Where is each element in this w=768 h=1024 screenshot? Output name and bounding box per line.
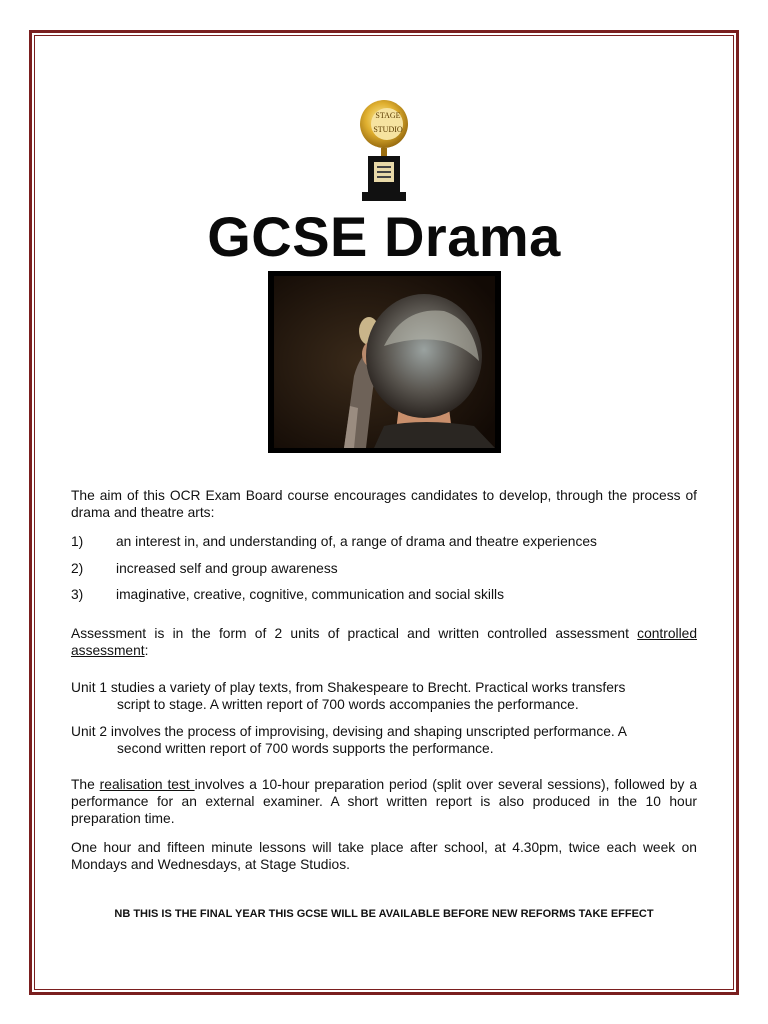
aim-number: 2)	[71, 561, 84, 576]
svg-text:STAGE: STAGE	[375, 111, 401, 120]
stage-studio-trophy-icon	[352, 94, 416, 204]
unit-2-line-2: second written report of 700 words supports the performance.	[117, 741, 494, 756]
aim-number: 3)	[71, 587, 84, 602]
assessment-text: Assessment is in the form of 2 units of practical and written controlled assessment	[71, 626, 638, 641]
page-title: GCSE Drama	[207, 205, 561, 268]
unit-1-line-2: script to stage. A written report of 700 words accompanies the performance.	[117, 697, 579, 712]
lessons-paragraph: One hour and fifteen minute lessons will take place after school, at 4.30pm, twice each week on Mondays and Wednesdays, at Stage Studios.	[71, 840, 697, 872]
student-with-mirror-photo	[274, 276, 495, 448]
realisation-text: involves a 10-hour preparation period (split over several sessions), followed by a performance for an external examiner. A short written report is also produced in the 10 hour preparation time.	[71, 777, 697, 826]
realisation-prefix: The	[71, 777, 100, 792]
aim-text: increased self and group awareness	[116, 561, 338, 576]
reform-notice: NB THIS IS THE FINAL YEAR THIS GCSE WILL BE AVAILABLE BEFORE NEW REFORMS TAKE EFFECT	[114, 908, 654, 920]
photo-frame	[268, 271, 501, 453]
unit-1-line-1: Unit 1 studies a variety of play texts, from Shakespeare to Brecht. Practical works transfers	[71, 680, 626, 695]
controlled-assessment-link: controlled assessment	[71, 626, 697, 658]
assessment-paragraph	[71, 625, 697, 659]
aim-text: an interest in, and understanding of, a range of drama and theatre experiences	[116, 534, 597, 549]
intro-paragraph: The aim of this OCR Exam Board course encourages candidates to develop, through the process of drama and theatre arts:	[71, 488, 697, 520]
realisation-paragraph	[71, 776, 697, 827]
realisation-test-term: realisation test	[99, 777, 195, 792]
svg-text:STUDIO: STUDIO	[373, 125, 403, 134]
unit-2-line-1: Unit 2 involves the process of improvising, devising and shaping unscripted performance. A	[71, 724, 628, 739]
aim-number: 1)	[71, 534, 84, 549]
aim-text: imaginative, creative, cognitive, communication and social skills	[116, 587, 505, 602]
assessment-suffix: :	[144, 643, 149, 658]
